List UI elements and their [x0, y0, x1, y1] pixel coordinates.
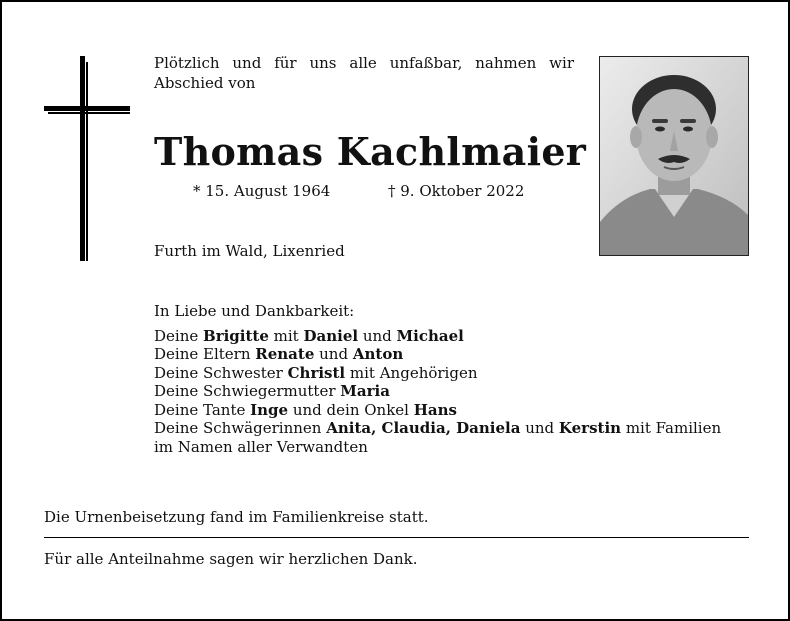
mourner-line	[154, 382, 764, 401]
intro-text: Plötzlich und für uns alle unfaßbar, nahmen wir Abschied von	[154, 54, 574, 92]
mourner-name: Kerstin	[558, 419, 622, 437]
mourner-text: Deine Schwester	[154, 363, 288, 382]
mourner-text: Deine Eltern	[154, 345, 256, 363]
mourner-text: Deine Schwiegermutter	[154, 382, 341, 400]
death-date: † 9. Oktober 2022	[388, 182, 525, 200]
mourner-name: Michael	[396, 326, 464, 345]
mourner-text: mit	[268, 326, 304, 345]
mourner-name: Daniel	[303, 326, 359, 345]
mourner-text: und	[314, 345, 353, 363]
cross-vertical-shadow	[86, 62, 88, 261]
mourner-line	[154, 327, 764, 346]
thanks-note: Für alle Anteilnahme sagen wir herzlichen Dank.	[44, 550, 418, 568]
urn-burial-note: Die Urnenbeisetzung fand im Familienkreise statt.	[44, 508, 429, 526]
mourner-text: im Namen aller Verwandten	[154, 437, 368, 456]
portrait-photo	[599, 56, 749, 256]
mourner-line	[154, 438, 764, 457]
mourner-line	[154, 364, 764, 383]
mourner-text: Deine	[154, 326, 204, 345]
mourner-name: Brigitte	[203, 326, 269, 345]
residence: Furth im Wald, Lixenried	[154, 242, 345, 260]
mourner-name: Renate	[255, 345, 315, 363]
mourner-text: und	[358, 326, 397, 345]
mourner-name: Christl	[287, 363, 346, 382]
mourner-line	[154, 345, 764, 364]
mourner-lines	[154, 327, 764, 457]
mourner-text: Deine Tante	[154, 400, 251, 419]
portrait-icon	[600, 57, 748, 255]
mourner-text: mit Familien	[621, 419, 722, 437]
cross-horizontal-shadow	[48, 112, 130, 114]
mourner-name: Hans	[413, 400, 457, 419]
mourner-name: Inge	[250, 400, 289, 419]
mourners-lead: In Liebe und Dankbarkeit:	[154, 302, 355, 320]
mourner-line	[154, 419, 764, 438]
cross-horizontal-bar	[44, 106, 130, 111]
mourners-list	[154, 302, 764, 456]
mourner-text: mit Angehörigen	[345, 363, 478, 382]
cross-vertical-bar	[80, 56, 85, 261]
mourner-text: Deine Schwägerinnen	[154, 419, 327, 437]
deceased-name: Thomas Kachlmaier	[154, 129, 587, 174]
mourner-name: Anita, Claudia, Daniela	[326, 419, 521, 437]
mourner-name: Anton	[352, 345, 404, 363]
mourner-name: Maria	[340, 382, 390, 400]
mourner-line	[154, 401, 764, 420]
mourner-text: und	[520, 419, 559, 437]
divider-line	[44, 537, 749, 538]
mourner-text: und dein Onkel	[288, 400, 414, 419]
birth-date: * 15. August 1964	[193, 182, 331, 200]
